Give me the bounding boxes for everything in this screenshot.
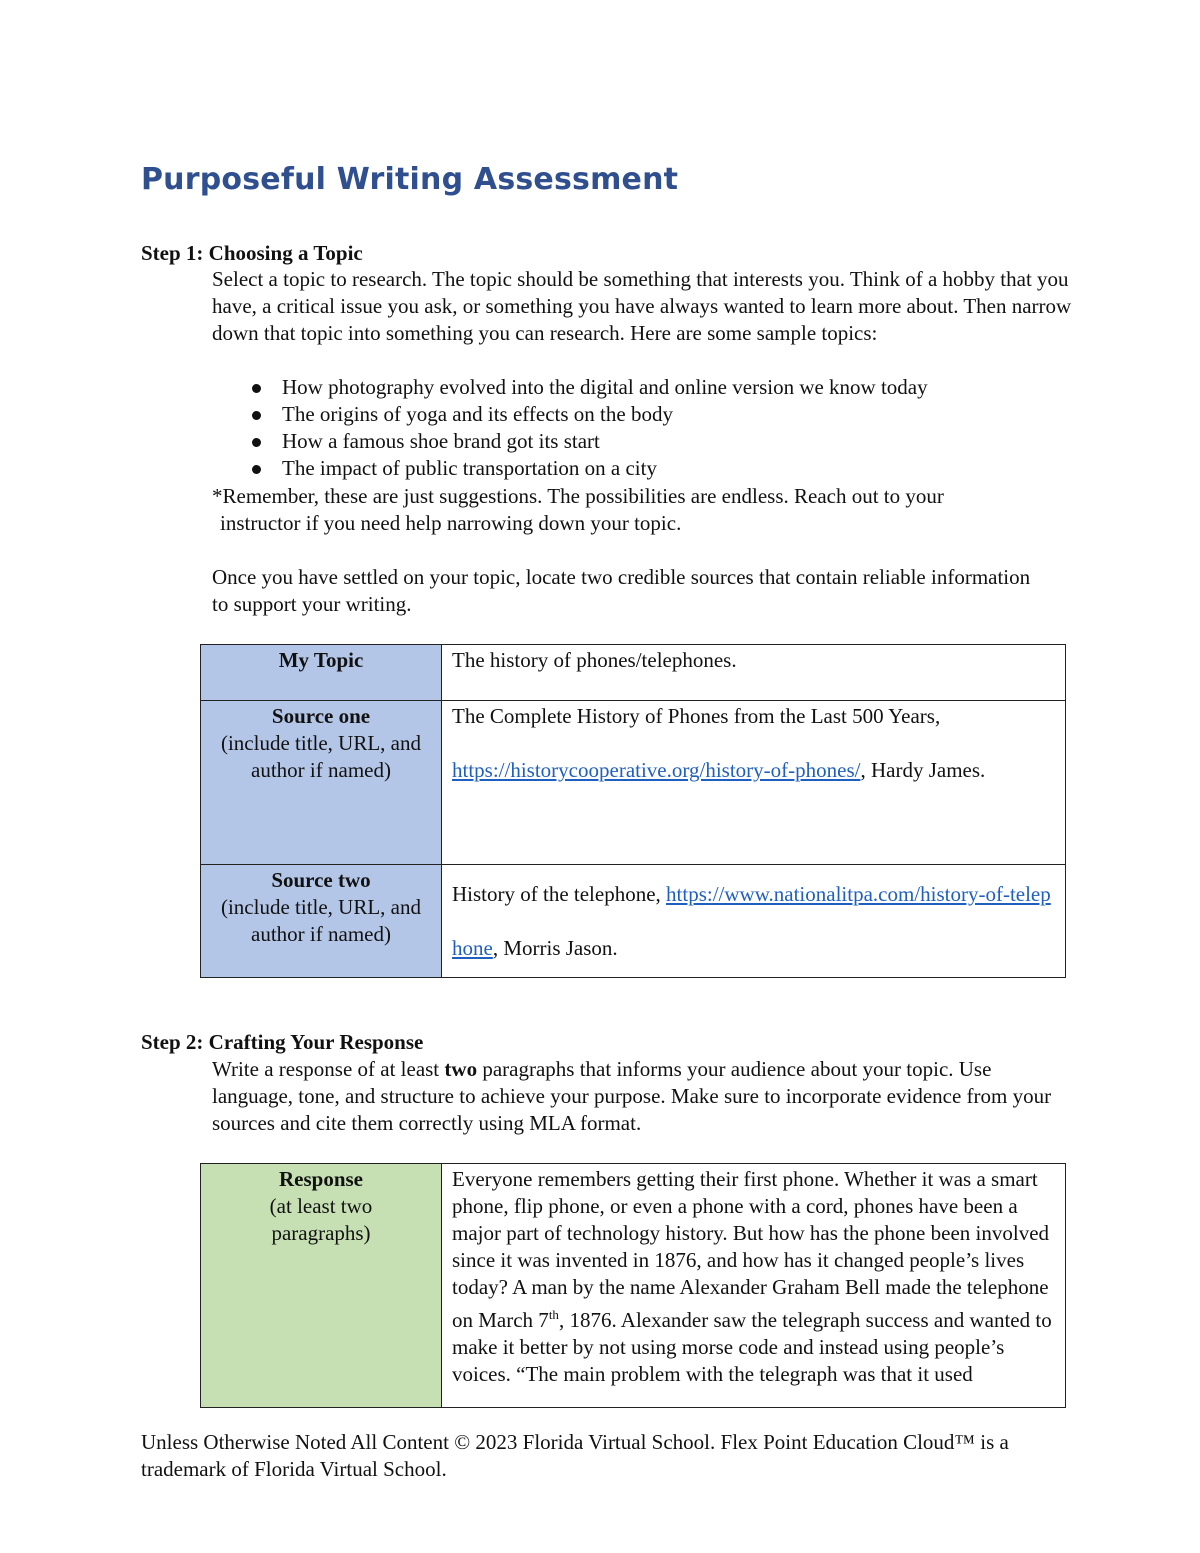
table-row — [201, 645, 1066, 701]
topic-label-cell: My Topic — [201, 645, 442, 701]
step1-heading: Step 1: Choosing a Topic — [141, 241, 363, 265]
suggestion-note: *Remember, these are just suggestions. The possibilities are endless. Reach out to your instructor if you need help narrowing down your topic. — [212, 484, 944, 535]
copyright-footer: Unless Otherwise Noted All Content © 2023 Florida Virtual School. Flex Point Education Cloud™ is a trademark of Florida Virtual School. — [141, 1430, 1009, 1481]
list-item: How photography evolved into the digital and online version we know today — [212, 374, 928, 401]
page-title: Purposeful Writing Assessment — [141, 162, 679, 197]
table-row — [201, 1164, 1066, 1408]
response-text-cell: Everyone remembers getting their first phone. Whether it was a smart phone, flip phone, or even a phone with a cord, phones have been a major part of technology history. But how has the phone been involved since it was invented in 1876, and how has it changed people’s lives today? A man by the name Alexander Graham Bell made the telephone on March 7th, 1876. Alexander saw the telegraph success and wanted to make it better by not using morse code and instead using people’s voices. “The main problem with the telegraph was that it used — [442, 1164, 1066, 1408]
step1-intro: Select a topic to research. The topic should be something that interests you. Think of a hobby that you have, a critical issue you ask, or something you have always wanted to learn more about. Then narrow down that topic into something you can research. Here are some sample topics: — [212, 267, 1072, 345]
sources-table — [200, 644, 1066, 978]
source-one-value-cell: The Complete History of Phones from the Last 500 Years, https://historycooperative.org/history-of-phones/, Hardy James. — [442, 701, 1066, 865]
table-row — [201, 865, 1066, 978]
step2-instructions: Write a response of at least two paragraphs that informs your audience about your topic. Use language, tone, and structure to achieve your purpose. Make sure to incorporate evidence from your sources and cite them correctly using MLA format. — [212, 1057, 1052, 1135]
list-item: The impact of public transportation on a city — [212, 455, 928, 482]
source-two-label-cell: Source two (include title, URL, and author if named) — [201, 865, 442, 978]
bullet-icon — [252, 411, 261, 420]
sample-topics-list — [212, 374, 928, 482]
source-two-value-cell: History of the telephone, https://www.nationalitpa.com/history-of-telephone, Morris Jason. — [442, 865, 1066, 978]
response-table — [200, 1163, 1066, 1408]
list-item: The origins of yoga and its effects on the body — [212, 401, 928, 428]
bullet-icon — [252, 438, 261, 447]
bullet-icon — [252, 384, 261, 393]
table-row — [201, 701, 1066, 865]
sources-instructions: Once you have settled on your topic, locate two credible sources that contain reliable information to support your writing. — [212, 565, 1031, 616]
source-two-link[interactable]: https://www.nationalitpa.com/history-of-telephone — [452, 882, 1051, 960]
response-label-cell: Response (at least two paragraphs) — [201, 1164, 442, 1408]
bullet-icon — [252, 465, 261, 474]
source-one-label-cell: Source one (include title, URL, and author if named) — [201, 701, 442, 865]
step2-heading: Step 2: Crafting Your Response — [141, 1030, 424, 1054]
list-item: How a famous shoe brand got its start — [212, 428, 928, 455]
topic-value-cell: The history of phones/telephones. — [442, 645, 1066, 701]
source-one-link[interactable]: https://historycooperative.org/history-of-phones/ — [452, 758, 861, 782]
